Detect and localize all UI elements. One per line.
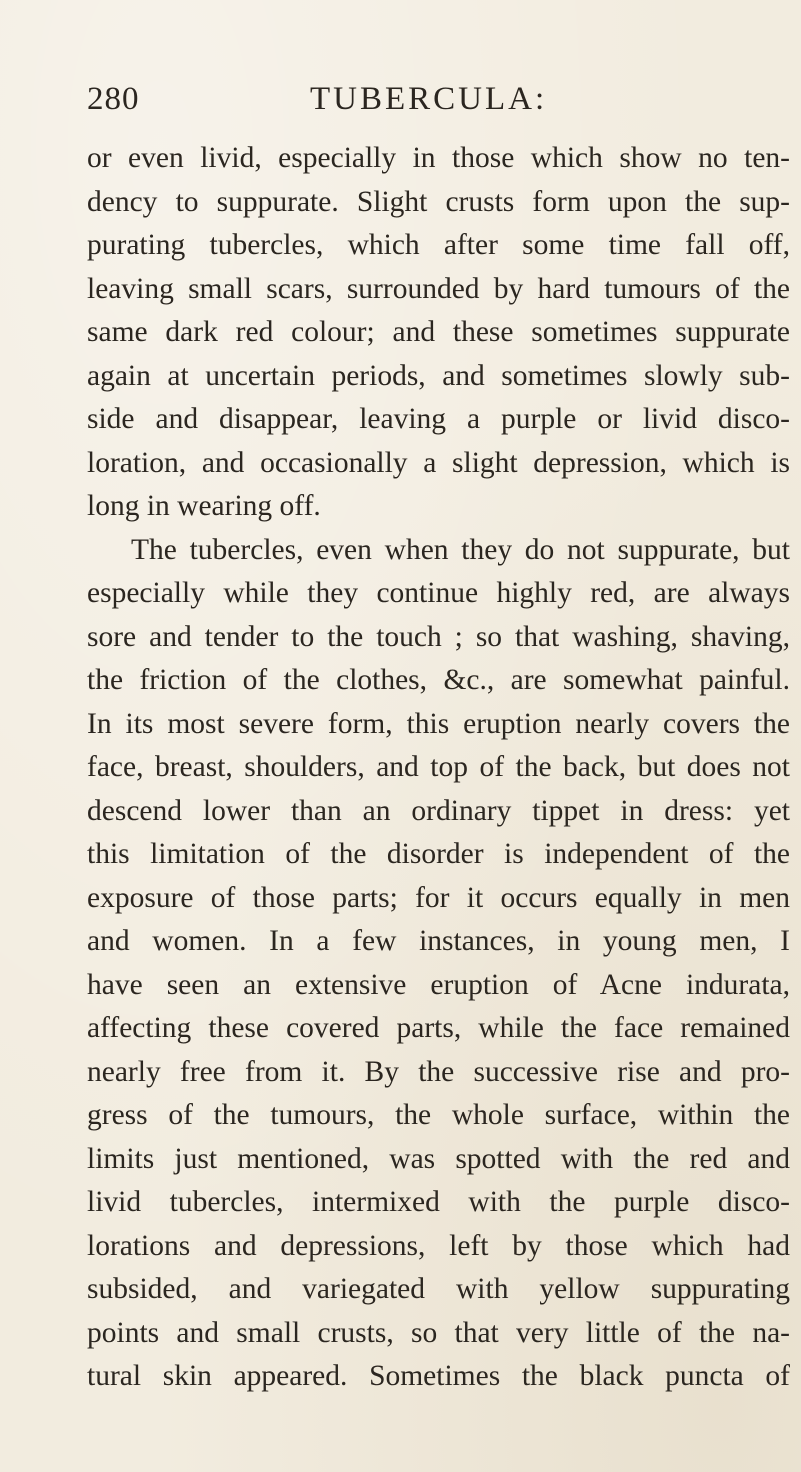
- text-line: gress of the tumours, the whole surface, within the: [87, 1099, 790, 1131]
- body-text: [87, 137, 790, 1399]
- text-line: purating tubercles, which after some time fall off,: [87, 229, 790, 261]
- text-line: or even livid, especially in those which show no ten-: [87, 142, 790, 174]
- text-line: loration, and occasionally a slight depression, which is: [87, 446, 790, 479]
- text-line: lorations and depressions, left by those which had: [87, 1229, 790, 1262]
- text-line: side and disappear, leaving a purple or livid disco-: [87, 403, 790, 435]
- text-line: affecting these covered parts, while the face remained: [87, 1012, 790, 1044]
- text-line: and women. In a few instances, in young men, I: [87, 925, 790, 957]
- text-line: sore and tender to the touch ; so that washing, shaving,: [87, 620, 790, 653]
- text-line: long in wearing off.: [87, 490, 321, 522]
- text-line: same dark red colour; and these sometimes suppurate: [87, 316, 790, 348]
- text-line: nearly free from it. By the successive rise and pro-: [87, 1055, 790, 1088]
- text-line: exposure of those parts; for it occurs equally in men: [87, 881, 790, 914]
- text-line: face, breast, shoulders, and top of the back, but does not: [87, 751, 790, 783]
- text-line: points and small crusts, so that very little of the na-: [87, 1316, 790, 1349]
- text-line: subsided, and variegated with yellow suppurating: [87, 1273, 790, 1305]
- text-line: leaving small scars, surrounded by hard tumours of the: [87, 272, 790, 305]
- text-line: have seen an extensive eruption of Acne indurata,: [87, 968, 790, 1001]
- text-line: livid tubercles, intermixed with the purple disco-: [87, 1186, 790, 1218]
- text-line-paragraph-start: The tubercles, even when they do not suppurate, but: [131, 533, 790, 566]
- text-line: this limitation of the disorder is independent of the: [87, 838, 790, 870]
- text-line: dency to suppurate. Slight crusts form upon the sup-: [87, 185, 790, 218]
- text-line: the friction of the clothes, &c., are somewhat painful.: [87, 664, 790, 696]
- text-line: descend lower than an ordinary tippet in dress: yet: [87, 794, 790, 827]
- text-line: especially while they continue highly red, are always: [87, 577, 790, 609]
- running-title: TUBERCULA:: [310, 81, 548, 117]
- text-line: In its most severe form, this eruption nearly covers the: [87, 707, 790, 740]
- text-line: limits just mentioned, was spotted with the red and: [87, 1142, 790, 1175]
- text-line: again at uncertain periods, and sometimes slowly sub-: [87, 359, 790, 392]
- running-head: [0, 74, 801, 124]
- page-number: 280: [87, 81, 140, 117]
- text-line: tural skin appeared. Sometimes the black puncta of: [87, 1360, 790, 1392]
